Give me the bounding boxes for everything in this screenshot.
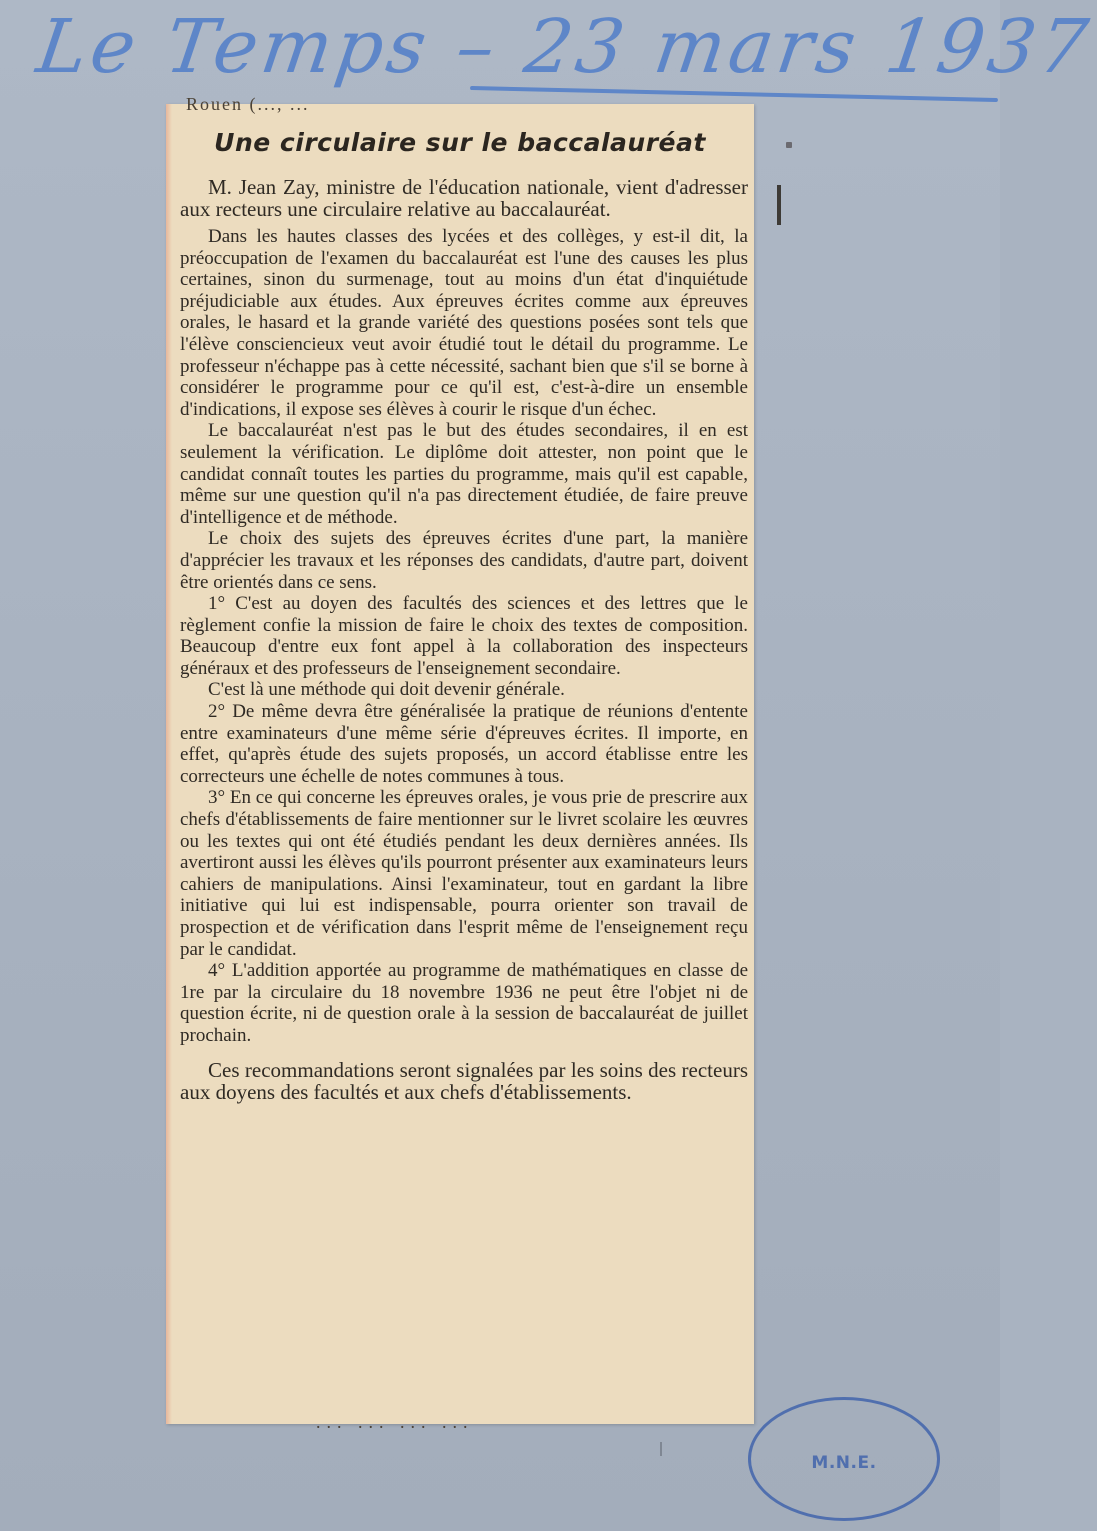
- article-title: Une circulaire sur le baccalauréat: [214, 128, 706, 157]
- cut-text-bottom: ... ... ... ...: [316, 1412, 474, 1432]
- paragraph: 4° L'addition apportée au programme de mathématiques en classe de 1re par la circulaire du 18 novembre 1936 ne peut être l'objet ni de question écrite, ni de question orale à la session de baccalauréat de juillet prochain.: [180, 960, 748, 1046]
- pencil-mark: [660, 1442, 662, 1456]
- paragraph: 3° En ce qui concerne les épreuves orales, je vous prie de prescrire aux chefs d'établissements de faire mentionner sur le livret scolaire les œuvres ou les textes qui ont été étudiés pendant les deux dernières années. Ils avertiront aussi les élèves qu'ils pourront présenter aux examinateurs leurs cahiers de manipulations. Ainsi l'examinateur, tout en gardant la libre initiative qui lui est indispensable, pourra orienter son travail de prospection et de vérification dans l'esprit même de l'enseignement reçu par le candidat.: [180, 787, 748, 960]
- newspaper-clipping: [166, 94, 754, 1432]
- adjacent-column-mark: [786, 142, 792, 148]
- handwritten-header: Le Temps – 23 mars 1937: [32, 4, 1097, 90]
- paragraph: Dans les hautes classes des lycées et des collèges, y est-il dit, la préoccupation de l'examen du baccalauréat est l'une des causes les plus certaines, sinon du surmenage, tout au moins d'un état d'inquiétude préjudiciable aux études. Aux épreuves écrites comme aux épreuves orales, le hasard et la grande variété des questions posées sont tels que l'élève consciencieux veut avoir étudié tout le détail du programme. Le professeur n'échappe pas à cette nécessité, sachant bien que s'il se borne à considérer le programme pour ce qu'il est, c'est-à-dire un ensemble d'indications, il expose ses élèves à courir le risque d'un échec.: [180, 226, 748, 420]
- article-body: [180, 176, 748, 1103]
- adjacent-column-fragment: [777, 185, 781, 225]
- paragraph: 2° De même devra être généralisée la pratique de réunions d'entente entre examinateurs d'une même série d'épreuves écrites. Il importe, en effet, qu'après étude des sujets proposés, un accord établisse entre les correcteurs une échelle de notes communes à tous.: [180, 701, 748, 787]
- stamp-label: M.N.E.: [811, 1453, 877, 1473]
- paragraph-intro: M. Jean Zay, ministre de l'éducation nationale, vient d'adresser aux recteurs une circulaire relative au baccalauréat.: [180, 175, 748, 221]
- paragraph: Le baccalauréat n'est pas le but des études secondaires, il en est seulement la vérification. Le diplôme doit attester, non point que le candidat connaît toutes les parties du programme, mais qu'il est capable, même sur une question qu'il n'a pas directement étudiée, de faire preuve d'intelligence et de méthode.: [180, 420, 748, 528]
- paragraph-closing: Ces recommandations seront signalées par les soins des recteurs aux doyens des facultés et aux chefs d'établissements.: [180, 1057, 748, 1104]
- paragraph: Le choix des sujets des épreuves écrites d'une part, la manière d'apprécier les travaux et les réponses des candidats, d'autre part, doivent être orientés dans ce sens.: [180, 528, 748, 593]
- archive-stamp: [748, 1397, 940, 1521]
- paragraph: 1° C'est au doyen des facultés des sciences et des lettres que le règlement confie la mission de faire le choix des textes de composition. Beaucoup d'entre eux font appel à la collaboration des inspecteurs généraux et des professeurs de l'enseignement secondaire.: [180, 593, 748, 679]
- cut-text-top: Rouen (..., ...: [186, 94, 310, 114]
- paragraph: C'est là une méthode qui doit devenir générale.: [208, 679, 565, 701]
